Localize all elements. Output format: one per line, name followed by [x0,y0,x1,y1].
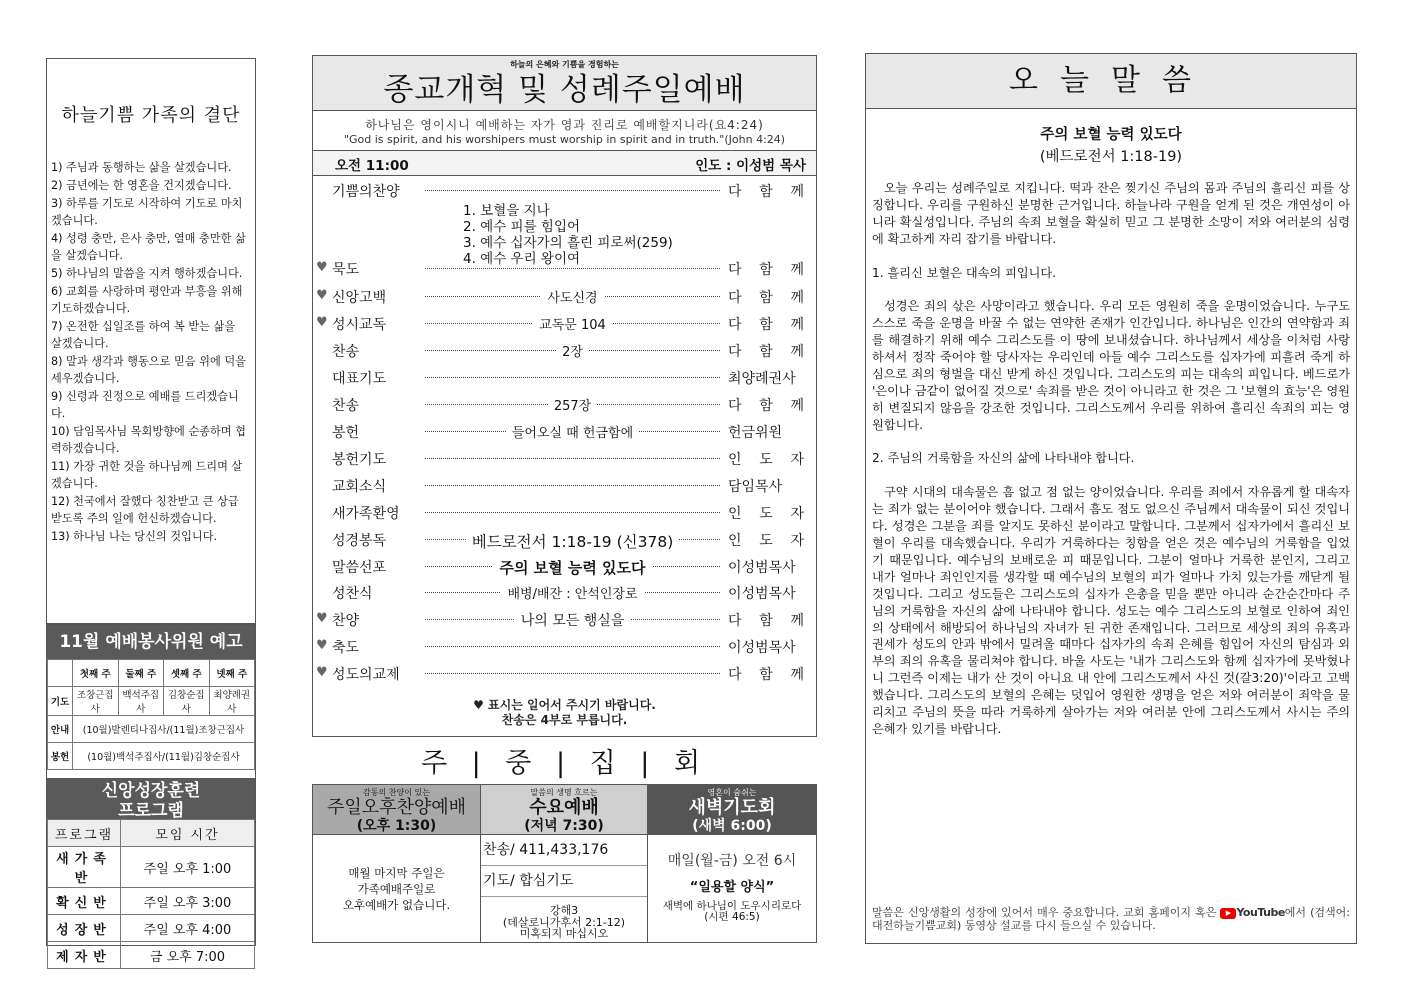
table-row-label: 기도 [48,687,73,716]
order-item [313,449,818,475]
order-item-person: 이성범목사 [728,640,796,656]
dawn-prayer-column [648,785,816,942]
program-name: 성장반 [48,915,121,942]
order-item-label: 새가족환영 [332,506,400,522]
order-item-detail [425,530,720,552]
order-item-detail [425,287,720,306]
order-item-detail-text: 257장 [548,399,597,414]
sermon-footer [872,906,1350,932]
worship-time: 오전 11:00 [335,158,409,174]
table-header-cell [48,660,73,687]
order-item-person: 담임목사 [728,479,783,495]
order-item-person: 다 함 께 [728,613,804,629]
table-header-cell: 둘째 주 [118,660,164,687]
family-resolution-title: 하늘기쁨 가족의 결단 [61,105,241,126]
table-row [48,915,255,942]
sermon-paragraph: 성경은 죄의 삯은 사망이라고 했습니다. 우리 모든 영원히 죽을 운명이었습니다. 누구도 스스로 죽을 운명을 바꿀 수 없는 연약한 존재가 인간입니다. 하나님은 인간의 연약함과 죄를 해결하기 위해 예수 그리스도를 이 땅에 보내셨습니다. 하나님께서 세상을 이처럼 사랑하셔서 정작 죽어야 할 당사자는 우리인데 아들 예수 그리스도를 십자가에 피흘려 죽게 하심으로 죄의 형벌을 대신 받게 하신 것입니다. 그리스도의 피는 대속의 피입니다. 베드로가 '은이나 금같이 없어질 것으로' 속죄를 받은 것이 아니라고 한 것은 그 '보혈의 효능'은 영원히 변질되지 않음을 강조한 것입니다. 그리스도께서 우리를 위하여 흘리신 속죄의 피는 영원합니다. [872,299,1350,432]
worship-note-line: ♥ 표시는 일어서 주시기 바랍니다. [473,698,656,712]
footer-text: 에서 (검색어:대전하늘기쁨교회) 동영상 설교를 다시 들으실 수 있습니다. [872,906,1350,932]
meeting-body-line: (시편 46:5) [704,911,760,923]
sermon-box [865,53,1357,944]
program-name: 새가족반 [48,847,121,888]
order-item-detail-text: 교독문 104 [533,318,612,333]
sermon-paragraph: 오늘 우리는 성례주일로 지킵니다. 떡과 잔은 찢기신 주님의 몸과 주님의 흘리신 피를 상징합니다. 우리를 구원하신 분명한 근거입니다. 하늘나라 구원을 얻게 된 것은 개연성이 아니라 확실성입니다. 주님의 속죄 보혈을 확실히 믿고 그 분명한 소망이 저와 여러분의 심령에 확고하게 자리 잡기를 바랍니다. [872,181,1350,246]
youtube-logo-text: YouTube [1236,906,1285,919]
order-item-detail-text: 배병/배잔 : 안석인장로 [501,587,643,602]
sermon-title: 주의 보혈 능력 있도다 [1040,127,1182,143]
meeting-schedule: 매일(월-금) 오전 6시 [667,853,797,869]
order-item-label: 찬양 [332,613,360,629]
praise-song: 3. 예수 십자가의 흘린 피로써(259) [463,235,673,251]
program-time: 금 오후 7:00 [121,942,255,969]
sermon-point-heading: 2. 주님의 거룩함을 자신의 삶에 나타내야 합니다. [872,451,1135,466]
meeting-body [313,865,480,913]
training-program-table [47,819,255,969]
program-name: 확신반 [48,888,121,915]
worship-time-row [313,150,816,176]
worship-leader: 인도 : 이성범 목사 [695,158,806,174]
order-item-detail [425,557,720,578]
order-item-label: 성경봉독 [332,533,387,549]
worship-order-header [313,56,816,111]
order-item-label: 봉헌 [332,425,360,441]
table-cell: (10월)백석주집사/(11월)김창순집사 [73,743,255,770]
program-name: 제자반 [48,942,121,969]
dotted-leader [425,673,720,674]
order-item-person: 인 도 자 [728,452,804,468]
table-row-label: 안내 [48,716,73,743]
order-item-label: 봉헌기도 [332,452,387,468]
order-item-person: 다 함 께 [728,184,804,200]
table-header-cell: 셋째 주 [164,660,210,687]
meeting-body-line: 가족예배주일로 [357,882,436,896]
heart-icon: ♥ [316,288,328,303]
table-row [48,716,255,743]
order-item-detail [425,314,720,333]
meeting-name: 수요예배 [529,797,599,818]
order-item [313,422,818,448]
order-item [313,530,818,556]
table-cell: 김창순집사 [164,687,210,716]
table-header-row [48,660,255,687]
meeting-time: (저녁 7:30) [524,818,604,834]
order-item-detail [425,583,720,602]
dotted-leader [425,190,720,191]
order-item-detail-text: 사도신경 [541,291,603,306]
training-program-box [46,778,256,965]
family-resolution-item: 8) 말과 생각과 행동으로 믿음 위에 덕을 세우겠습니다. [51,355,246,385]
dotted-leader [425,377,720,378]
table-cell: 조창근집사 [73,687,119,716]
order-item [313,583,818,609]
order-item-person: 인 도 자 [728,506,804,522]
order-item [313,287,818,313]
family-resolution-list [47,159,255,546]
meeting-body-line: 강해3 [549,904,579,917]
order-item-detail [425,422,720,441]
order-item-person: 다 함 께 [728,344,804,360]
order-item-label: 신앙고백 [332,290,387,306]
order-item [313,476,818,502]
order-item-detail-text: 들어오실 때 헌금함에 [506,426,639,441]
wednesday-header [481,785,647,835]
dawn-prayer-header [648,785,816,835]
heart-icon: ♥ [316,665,328,680]
table-header-row [48,820,255,847]
table-row [48,687,255,716]
wednesday-column [481,785,648,942]
dotted-leader [425,646,720,647]
dotted-leader [425,485,720,486]
program-time: 주일 오후 3:00 [121,888,255,915]
sermon-body [872,180,1350,755]
family-resolution-item: 11) 가장 귀한 것을 하나님께 드리며 살겠습니다. [51,460,243,490]
family-resolution-item: 1) 주님과 동행하는 삶을 살겠습니다. [51,161,232,174]
family-resolution-item: 10) 담임목사님 목회방향에 순종하며 협력하겠습니다. [51,425,246,455]
order-item [313,395,818,421]
praise-song-list [463,203,673,267]
sermon-point-heading: 1. 흘리신 보혈은 대속의 피입니다. [872,265,1057,280]
order-item-person: 다 함 께 [728,262,804,278]
praise-song: 2. 예수 피를 힘입어 [463,219,581,235]
dotted-leader [425,458,720,459]
worship-order-box [312,55,817,737]
heart-icon: ♥ [316,260,328,275]
order-item [313,664,818,690]
meeting-tagline: 말씀의 생명 흐르는 [530,788,598,797]
meeting-body-line: 매월 마지막 주일은 [348,866,445,880]
order-item [313,503,818,529]
verse-korean: 하나님은 영이시니 예배하는 자가 영과 진리로 예배할지니라(요4:24) [365,118,764,132]
meeting-body-line: (데살로니가후서 2:1-12) [502,915,626,929]
order-item-label: 대표기도 [332,371,387,387]
training-title-line: 신앙성장훈련 [101,781,201,801]
order-item-label: 기쁨의찬양 [332,184,400,200]
order-item-person: 인 도 자 [728,533,804,549]
table-row-label: 봉헌 [48,743,73,770]
order-item-label: 찬송 [332,398,360,414]
order-item-person: 최양례권사 [728,371,796,387]
program-time: 주일 오후 1:00 [121,847,255,888]
order-item [313,610,818,636]
meeting-prayer: 기도/ 합심기도 [481,866,647,897]
order-item [313,637,818,663]
service-volunteer-table [47,659,255,770]
family-resolution-box [46,58,256,624]
order-item-label: 교회소식 [332,479,387,495]
order-item-detail-text: 주의 보혈 능력 있도다 [493,559,651,577]
order-item-label: 말씀선포 [332,560,387,576]
table-cell: (10월)발렌티나집사/(11월)조창근집사 [73,716,255,743]
table-row [48,888,255,915]
meeting-body-line: 오후예배가 없습니다. [342,898,451,912]
sermon-header: 오늘말씀 [866,54,1356,109]
youtube-play-icon: ▶ [1220,908,1236,919]
meeting-body [648,901,816,923]
order-item [313,314,818,340]
program-time: 주일 오후 4:00 [121,915,255,942]
order-item-label: 찬송 [332,344,360,360]
order-item-detail-text: 나의 모든 행실을 [515,613,631,629]
worship-title: 종교개혁 및 성례주일예배 [383,72,746,108]
order-item-person: 다 함 께 [728,317,804,333]
weekly-meetings-title: 주 | 중 | 집 | 회 [420,748,709,779]
table-header-cell: 프로그램 [48,820,121,847]
worship-subtitle: 하늘의 은혜와 기쁨을 경험하는 [510,60,619,69]
praise-song: 1. 보혈을 지나 [463,203,550,219]
heart-icon: ♥ [316,638,328,653]
meeting-time: (새벽 6:00) [692,818,772,834]
training-program-title [47,779,255,819]
sunday-afternoon-header [313,785,480,835]
training-title-line: 프로그램 [118,801,184,821]
family-resolution-item: 13) 하나님 나는 당신의 것입니다. [51,530,218,543]
family-resolution-item: 12) 천국에서 잘했다 칭찬받고 큰 상급 받도록 주의 일에 헌신하겠습니다. [51,495,239,525]
meeting-body-line: 새벽에 하나님이 도우시리로다 [662,900,802,912]
meeting-time: (오후 1:30) [356,818,437,834]
dotted-leader [425,512,720,513]
table-row [48,743,255,770]
order-item-label: 성찬식 [332,586,373,602]
table-row [48,942,255,969]
weekly-meetings-box [312,784,817,943]
order-item-detail-text: 베드로전서 1:18-19 (신378) [466,533,680,551]
table-header-cell: 넷째 주 [209,660,255,687]
footer-text: 말씀은 신앙생활의 성장에 있어서 매우 중요합니다. 교회 홈페이지 혹은 [872,906,1221,919]
order-item-label: 묵도 [332,262,360,278]
order-item-detail [425,395,720,414]
family-resolution-item: 5) 하나님의 말씀을 지켜 행하겠습니다. [51,267,243,280]
family-resolution-item: 4) 성령 충만, 은사 충만, 열매 충만한 삶을 살겠습니다. [51,232,246,262]
worship-note-line: 찬송은 4부로 부릅니다. [501,713,628,727]
order-item-person: 다 함 께 [728,398,804,414]
order-item-person: 다 함 께 [728,290,804,306]
service-volunteer-title: 11월 예배봉사위원 예고 [47,625,255,659]
praise-song: 4. 예수 우리 왕이여 [463,251,581,267]
order-item-detail-text: 2장 [556,345,589,360]
meeting-tagline: 감동의 찬양이 있는 [363,788,430,797]
meeting-name: 주일오후찬양예배 [326,797,467,818]
order-item-person: 이성범목사 [728,586,796,602]
meeting-name: 새벽기도회 [688,797,776,818]
meeting-body [481,905,647,940]
verse-english: "God is spirit, and his worshipers must worship in spirit and in truth."(John 4:24) [343,133,786,146]
order-item-label: 성도의교제 [332,667,400,683]
meeting-tagline: 영혼이 숨쉬는 [707,788,757,797]
order-item [313,368,818,394]
table-row [48,847,255,888]
family-resolution-item: 3) 하루를 기도로 시작하여 기도로 마치겠습니다. [51,197,243,227]
order-item [313,341,818,367]
meeting-body-line: 미혹되지 마십시오 [519,927,609,940]
order-item-person: 헌금위원 [728,425,783,441]
family-resolution-item: 2) 금년에는 한 영혼을 건지겠습니다. [51,179,232,192]
family-resolution-item: 7) 온전한 십일조를 하여 복 받는 삶을 살겠습니다. [51,320,236,350]
order-item-label: 축도 [332,640,360,656]
order-item [313,557,818,583]
worship-note [313,698,816,728]
table-cell: 최양례권사 [209,687,255,716]
table-cell: 백석주집사 [118,687,164,716]
order-item-person: 이성범목사 [728,560,796,576]
order-item-label: 성시교독 [332,317,387,333]
sermon-reference: (베드로전서 1:18-19) [1039,149,1183,165]
meeting-hymns: 찬송/ 411,433,176 [481,835,647,866]
meeting-theme: “일용할 양식” [689,880,775,895]
heart-icon: ♥ [316,315,328,330]
table-header-cell: 첫째 주 [73,660,119,687]
family-resolution-item: 9) 신령과 진정으로 예배를 드리겠습니다. [51,390,239,420]
family-resolution-item: 6) 교회를 사랑하며 평안과 부흥을 위해 기도하겠습니다. [51,285,243,315]
dotted-leader [425,268,720,269]
order-item-person: 다 함 께 [728,667,804,683]
order-item-detail [425,341,720,360]
sunday-afternoon-column [313,785,481,942]
order-item-detail [425,610,720,630]
sermon-paragraph: 구약 시대의 대속물은 흠 없고 점 없는 양이었습니다. 우리를 죄에서 자유롭게 할 대속자는 죄가 없는 분이어야 했습니다. 그래서 흠도 점도 없으신 주님께서 대속물이 되신 것입니다. 성경은 그분을 죄를 알지도 못하신 분이라고 말합니다. 그분께서 십자가에서 흘리신 보혈이 우리를 대속했습니다. 우리가 거룩하다는 칭함을 얻은 것은 예수님의 거룩함을 입었기 때문입니다. 예수님의 보배로운 피 때문입니다. 그분이 얼마나 거룩한 분인지, 그리고 내가 얼마나 죄인인지를 생각할 때 예수님의 보혈의 피가 얼마나 가치 있는가를 깨닫게 될 것입니다. 그리고 성도들은 그리스도의 십자가 은총을 믿을 뿐만 아니라 순간순간마다 주님의 거룩함을 자신의 삶에 나타내야 합니다. 성도는 예수 그리스도의 보혈로 인하여 죄인의 상태에서 해방되어 하나님의 자녀가 된 귀한 존재입니다. 그러므로 세상의 죄의 유혹과 권세가 성도의 안과 밖에서 밀려올 때마다 십자가의 속죄 은혜를 힘입어 자신의 탐심과 외부의 죄의 유혹을 물리쳐야 합니다. 바울 사도는 '내가 그리스도와 함께 십자가에 못박혔나니 그런즉 이제는 내가 산 것이 아니요 내 안에 그리스도께서 사신 것(갈3:20)'이라고 고백했습니다. 그리스도의 보혈의 은혜는 덧입어 영원한 생명을 얻은 저와 여러분이 죄악을 물리치고 주님의 뜻을 따라 거룩하게 살아가는 저와 여러분 안에 그리스도께서 사시는 주의 은혜가 있기를 바랍니다. [872,485,1350,736]
heart-icon: ♥ [316,611,328,626]
table-header-cell: 모임 시간 [121,820,255,847]
